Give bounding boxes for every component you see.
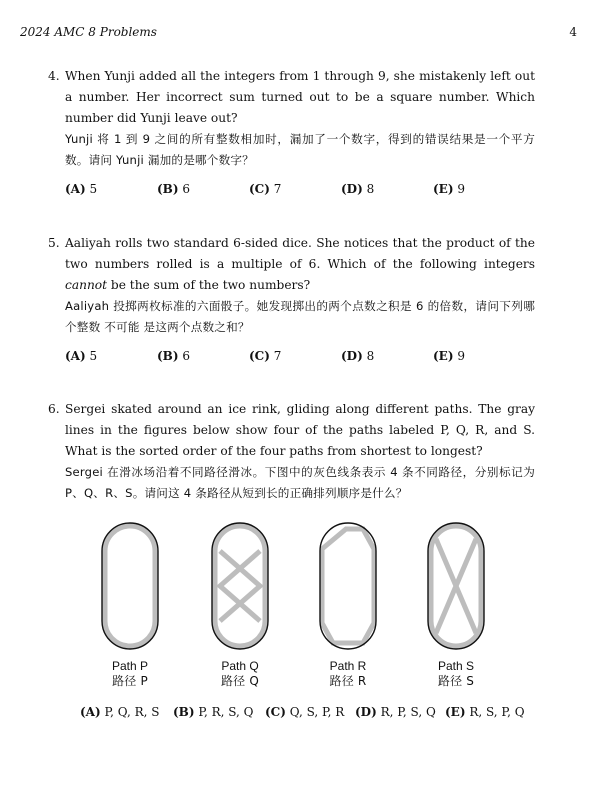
ice-rink-paths-diagram	[100, 521, 500, 656]
choice-d: (D) 8	[341, 349, 375, 363]
choice-d: (D) R, P, S, Q	[355, 705, 436, 719]
choice-c: (C) Q, S, P, R	[265, 705, 345, 719]
path-label: Path Q	[221, 659, 259, 673]
choice-e: (E) R, S, P, Q	[445, 705, 525, 719]
choice-b: (B) 6	[157, 182, 190, 196]
path-label-chinese: 路径 Q	[220, 674, 260, 688]
choice-c: (C) 7	[249, 349, 282, 363]
problem-text-chinese: Sergei 在滑冰场沿着不同路径滑冰。下图中的灰色线条表示 4 条不同路径，分别标记为 P、Q、R、S。请问这 4 条路径从短到长的正确排列顺序是什么？	[65, 465, 535, 500]
answer-choices	[65, 179, 535, 201]
choice-b: (B) P, R, S, Q	[173, 705, 254, 719]
rink-outline	[102, 523, 158, 649]
paths-figure	[100, 521, 500, 696]
problem-text-chinese: Aaliyah 投掷两枚标准的六面骰子。她发现掷出的两个点数之积是 6 的倍数，请问下列哪个整数 不可能 是这两个点数之和？	[65, 299, 535, 334]
problem-6	[48, 399, 535, 504]
choice-d: (D) 8	[341, 182, 375, 196]
path-r-diagram	[320, 523, 376, 649]
problem-number: 5.	[48, 236, 60, 250]
answer-choices-problem-6	[48, 705, 548, 727]
document-title: 2024 AMC 8 Problems	[20, 25, 157, 39]
path-label: Path R	[329, 659, 367, 673]
choice-a: (A) 5	[65, 182, 98, 196]
path-s-gray-crossing	[436, 539, 476, 633]
path-label-chinese: 路径 R	[329, 674, 367, 688]
path-p-gray-loop	[105, 526, 155, 646]
problem-text-chinese: Yunji 将 1 到 9 之间的所有整数相加时，漏加了一个数字，得到的错误结果是一个平方数。请问 Yunji 漏加的是哪个数字？	[65, 132, 535, 167]
path-label-chinese: 路径 P	[112, 674, 148, 688]
problem-4	[48, 66, 535, 201]
page-header	[20, 25, 577, 45]
path-caption-p	[90, 659, 170, 689]
path-s-diagram	[428, 523, 484, 649]
path-caption-s	[416, 659, 496, 689]
problem-number: 4.	[48, 69, 60, 83]
path-q-diagram	[212, 523, 268, 649]
answer-choices	[65, 346, 535, 368]
problem-text-english: When Yunji added all the integers from 1 through 9, she mistakenly left out a number. Her incorrect sum turned out to be a square number. Which number did Yunji leave out?	[65, 69, 535, 125]
path-r-gray-polygon	[322, 529, 374, 643]
page-number: 4	[569, 25, 577, 39]
choice-a: (A) 5	[65, 349, 98, 363]
choice-b: (B) 6	[157, 349, 190, 363]
problem-5	[48, 233, 535, 368]
choice-e: (E) 9	[433, 182, 465, 196]
path-label-chinese: 路径 S	[437, 674, 475, 688]
path-caption-r	[308, 659, 388, 689]
path-q-gray-crossing	[220, 551, 260, 621]
choice-e: (E) 9	[433, 349, 465, 363]
problem-number: 6.	[48, 402, 60, 416]
path-caption-q	[200, 659, 280, 689]
path-label: Path P	[111, 659, 149, 673]
problem-text-english: Sergei skated around an ice rink, gliding along different paths. The gray lines in the figures below show four of the paths labeled P, Q, R, and S. What is the sorted order of the four paths from shortest to longest?	[65, 402, 535, 458]
choice-c: (C) 7	[249, 182, 282, 196]
problem-text-english: Aaliyah rolls two standard 6-sided dice. She notices that the product of the two numbers rolled is a multiple of 6. Which of the following integers cannot be the sum of the two numbers?	[65, 236, 535, 292]
path-p-diagram	[102, 523, 158, 649]
path-label: Path S	[437, 659, 475, 673]
choice-a: (A) P, Q, R, S	[80, 705, 160, 719]
